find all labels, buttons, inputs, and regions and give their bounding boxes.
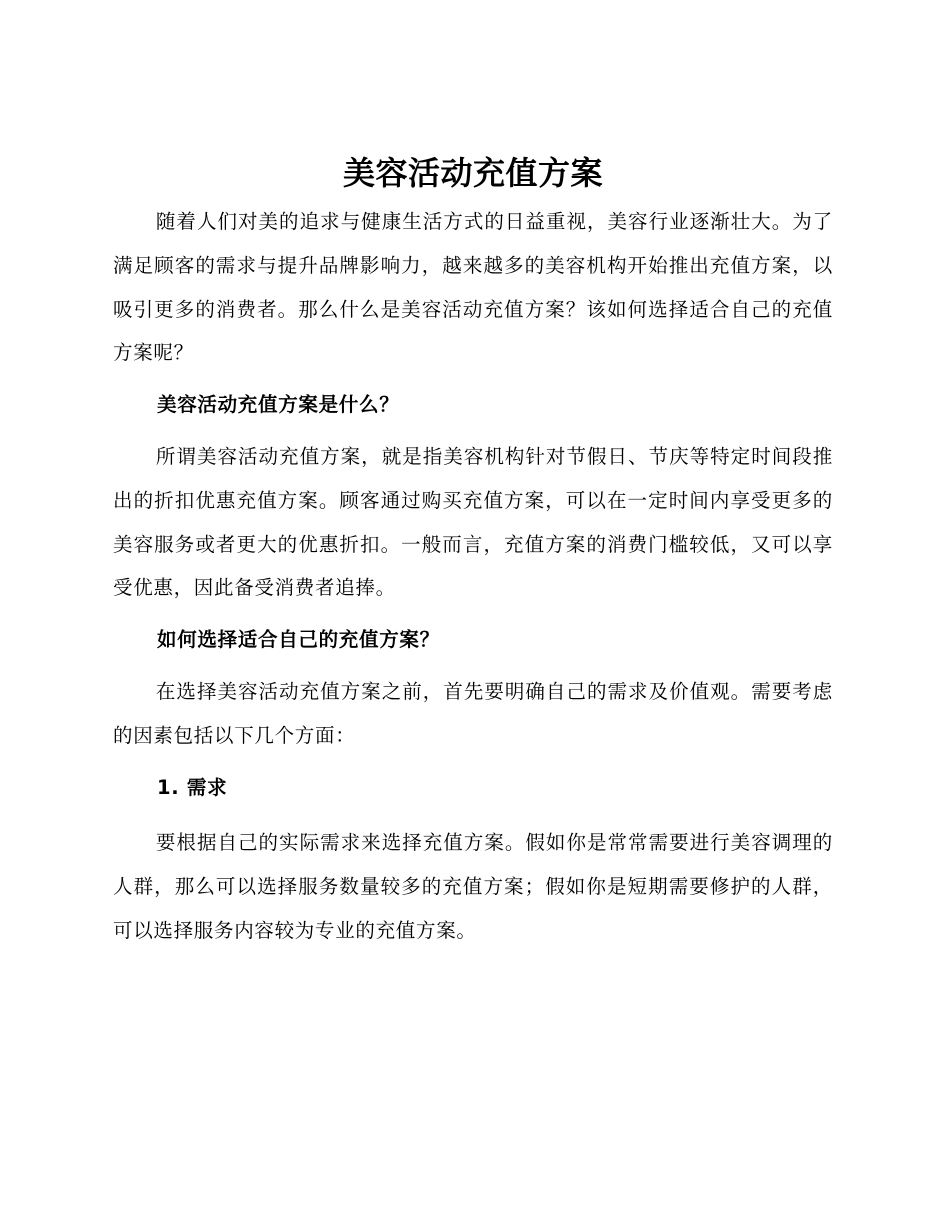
section-heading: 1. 需求 [157,775,228,799]
document-content [113,146,833,953]
spacer [113,375,833,383]
spacer [113,610,833,618]
section-heading: 美容活动充值方案是什么？ [157,393,400,417]
intro-paragraph: 随着人们对美的追求与健康生活方式的日益重视，美容行业逐渐壮大。为了满足顾客的需求与提升品牌影响力，越来越多的美容机构开始推出充值方案，以吸引更多的消费者。那么什么是美容活动充值方案？该如何选择适合自己的充值方案呢？ [113,210,833,365]
spacer [113,758,833,766]
section-heading: 如何选择适合自己的充值方案？ [157,628,440,652]
spacer [113,427,833,435]
spacer [113,662,833,670]
section-paragraph: 在选择美容活动充值方案之前，首先要明确自己的需求及价值观。需要考虑的因素包括以下几个方面： [113,679,833,747]
section-paragraph: 要根据自己的实际需求来选择充值方案。假如你是常常需要进行美容调理的人群，那么可以选择服务数量较多的充值方案；假如你是短期需要修护的人群，可以选择服务内容较为专业的充值方案。 [113,831,833,942]
spacer [113,809,833,821]
section-paragraph: 所谓美容活动充值方案，就是指美容机构针对节假日、节庆等特定时间段推出的折扣优惠充值方案。顾客通过购买充值方案，可以在一定时间内享受更多的美容服务或者更大的优惠折扣。一般而言，充值方案的消费门槛较低，又可以享受优惠，因此备受消费者追捧。 [113,444,833,600]
document-title: 美容活动充值方案 [342,154,603,192]
